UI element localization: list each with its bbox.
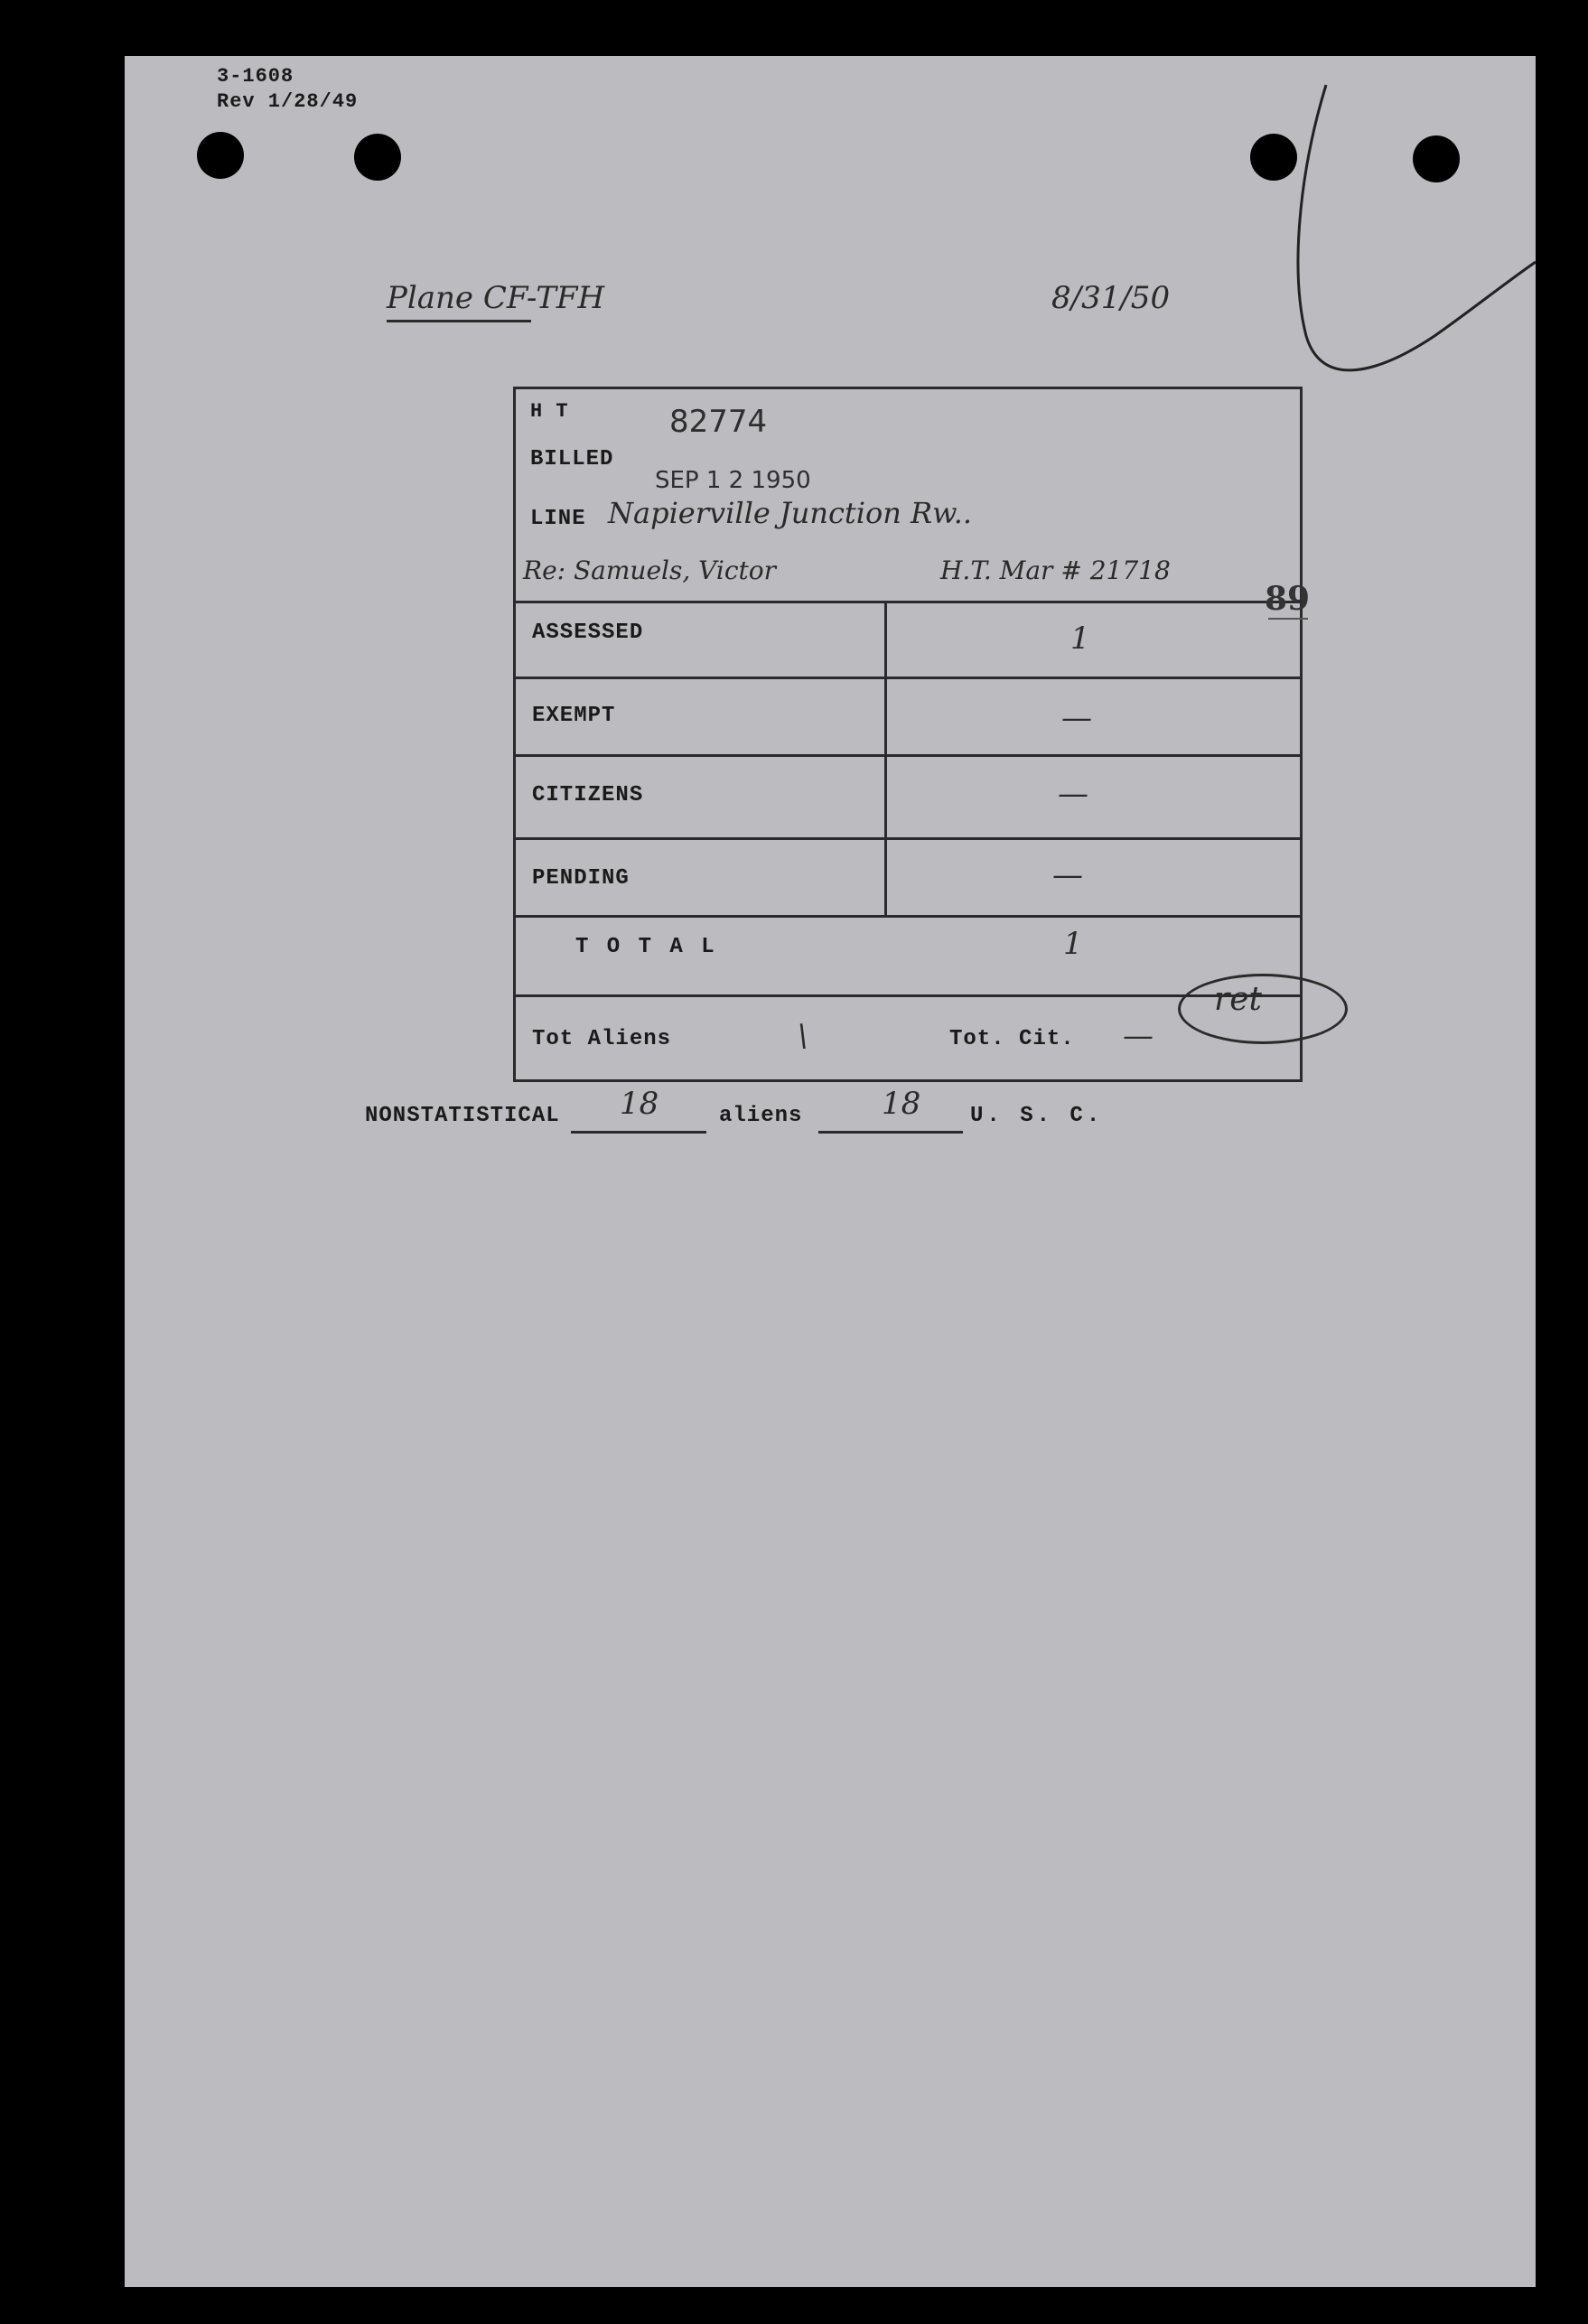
total-label: T O T A L (575, 935, 717, 959)
row-label: PENDING (532, 866, 630, 891)
ht-number: 82774 (669, 404, 768, 440)
row-value: — (1061, 700, 1092, 736)
tot-aliens-value: \ (798, 1018, 808, 1054)
page-number-mark (1268, 618, 1308, 620)
handwritten-plane: Plane CF-TFH (387, 280, 605, 316)
row-value: — (1058, 776, 1088, 812)
re-line: Re: Samuels, Victor (523, 555, 776, 585)
billed-date-stamp: SEP 1 2 1950 (655, 467, 811, 494)
form-revision: Rev 1/28/49 (217, 90, 359, 113)
total-divider-top (516, 915, 1300, 918)
row-label: ASSESSED (532, 621, 644, 645)
plane-underline (387, 320, 531, 322)
circled-initials (1178, 974, 1348, 1044)
nonstat-label: NONSTATISTICAL (365, 1104, 560, 1128)
tot-cit-value: — (1123, 1018, 1154, 1054)
handwritten-date: 8/31/50 (1051, 280, 1171, 316)
line-label: LINE (530, 507, 586, 531)
total-value: 1 (1063, 926, 1083, 962)
billed-label: BILLED (530, 447, 614, 471)
row-label: CITIZENS (532, 783, 644, 807)
initials-text: ret (1214, 981, 1262, 1018)
punch-hole-left-1 (197, 132, 244, 179)
nonstat-aliens-underline (571, 1131, 706, 1134)
column-divider (884, 601, 887, 917)
nonstat-aliens-value: 18 (620, 1086, 659, 1122)
line-value: Napierville Junction Rw.. (608, 496, 973, 530)
handwritten-curve-mark (1163, 74, 1536, 399)
ht-reference: H.T. Mar # 21718 (940, 555, 1171, 585)
usc-value: 18 (882, 1086, 921, 1122)
row-value: — (1052, 857, 1083, 893)
ht-label: H T (530, 400, 569, 423)
header-divider (516, 601, 1300, 603)
row-label: EXEMPT (532, 704, 616, 728)
punch-hole-left-2 (354, 134, 401, 181)
page-number: 89 (1265, 580, 1311, 618)
usc-underline (818, 1131, 963, 1134)
tot-aliens-label: Tot Aliens (532, 1027, 672, 1051)
aliens-label: aliens (719, 1104, 803, 1128)
row-divider (516, 754, 1300, 757)
row-divider (516, 677, 1300, 679)
row-value: 1 (1070, 621, 1090, 657)
document-sheet (125, 56, 1536, 2287)
form-code: 3-1608 (217, 65, 294, 88)
tally-form (513, 387, 1303, 1082)
row-divider (516, 837, 1300, 840)
tot-cit-label: Tot. Cit. (949, 1027, 1075, 1051)
usc-label: U. S. C. (970, 1104, 1104, 1128)
